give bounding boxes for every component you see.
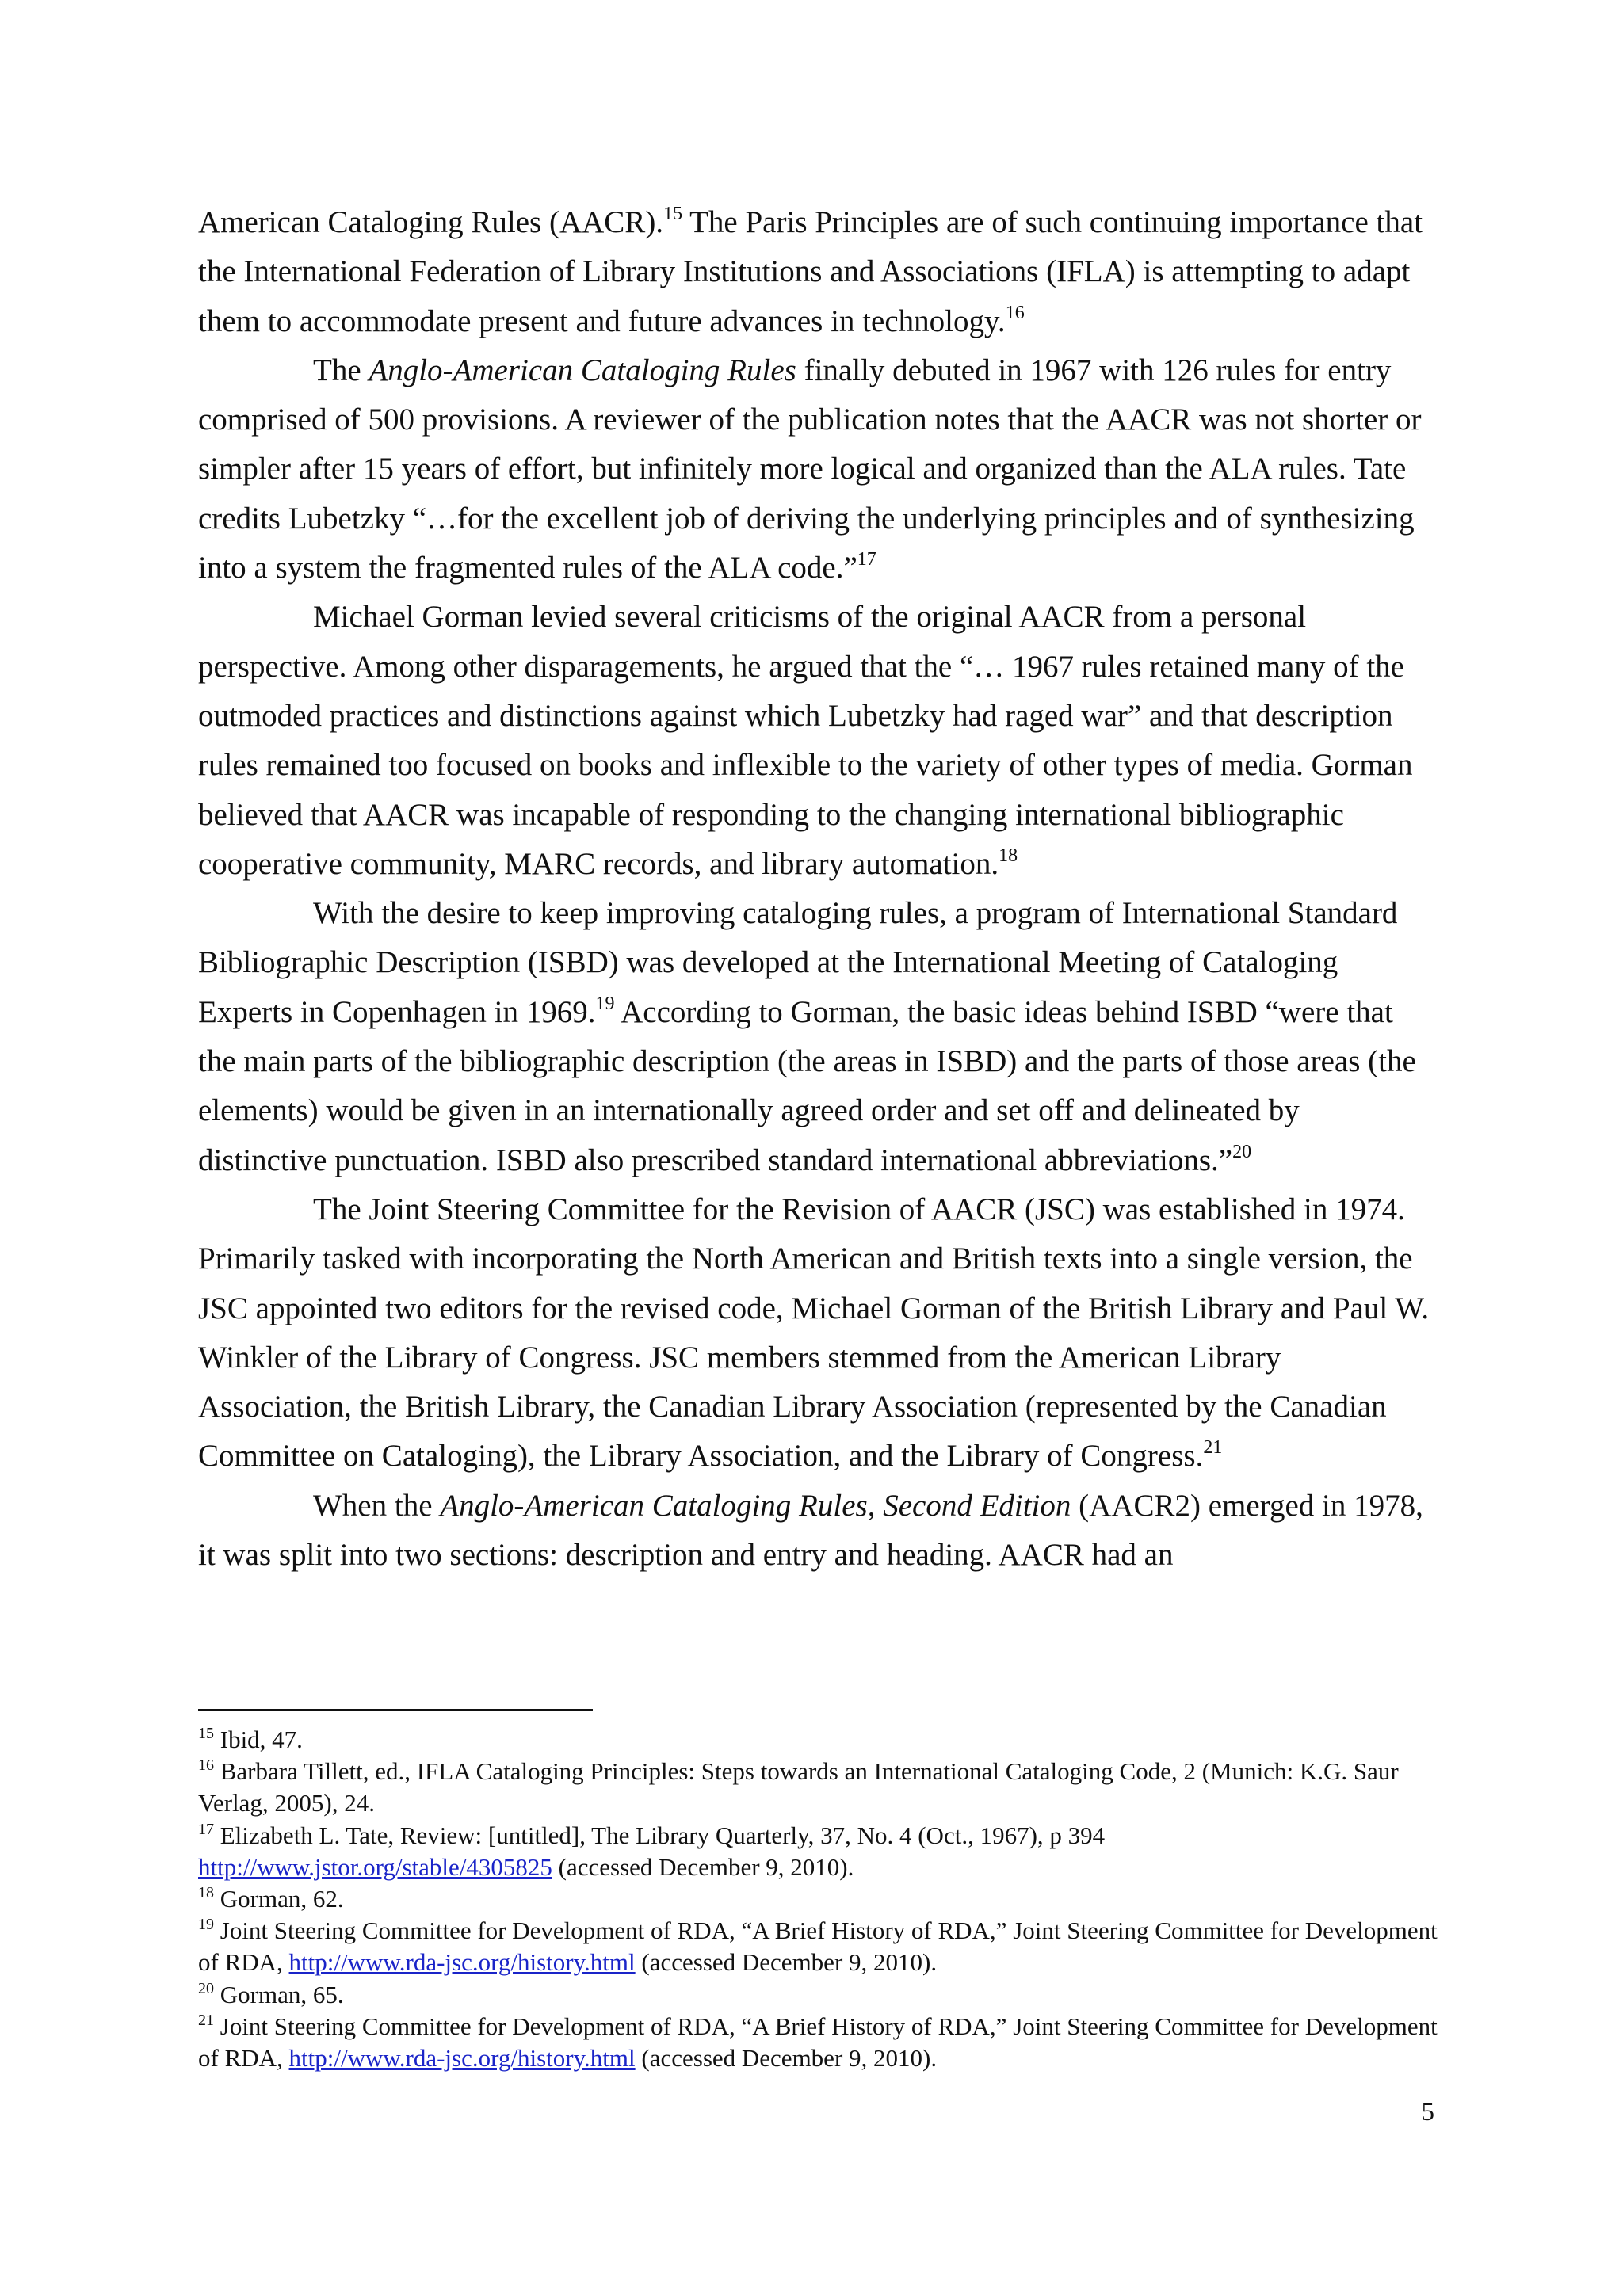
paragraph-text: Michael Gorman levied several criticisms of the original AACR from a personal perspective. Among other disparagements, he argued that the “… 1967 rules retained many of the outmoded practices and distinctions against which Lubetzky had raged war” and that description rules remained too focused on books and inflexible to the variety of other types of media. Gorman believed that AACR was incapable of responding to the changing international bibliographic cooperative community, MARC records, and library automation. xyxy=(198,600,1413,881)
footnote-link[interactable]: http://www.rda-jsc.org/history.html xyxy=(288,2044,636,2073)
footnote xyxy=(198,1979,1442,2011)
footnote-number: 18 xyxy=(198,1884,214,1902)
footnote xyxy=(198,2011,1442,2074)
footnote-reference: 16 xyxy=(1005,302,1025,323)
footnote-text: Barbara Tillett, ed., IFLA Cataloging Principles: Steps towards an International Cataloging Code, 2 (Munich: K.G. Saur Verlag, 2005), 24. xyxy=(198,1757,1399,1817)
footnote-text: Elizabeth L. Tate, Review: [untitled], The Library Quarterly, 37, No. 4 (Oct., 1967), p 394 xyxy=(214,1821,1106,1849)
footnote-reference: 19 xyxy=(595,993,615,1014)
footnote-link[interactable]: http://www.rda-jsc.org/history.html xyxy=(288,1948,636,1977)
paragraph-text: The xyxy=(313,353,369,387)
footnote-number: 17 xyxy=(198,1820,214,1838)
paragraph-text: (AACR2) emerged in 1978, it was split into two sections: description and entry and heading. AACR had an xyxy=(198,1488,1423,1573)
footnote-text: (accessed December 9, 2010). xyxy=(552,1852,854,1881)
body-paragraph xyxy=(198,198,1434,346)
footnote-reference: 17 xyxy=(857,549,876,570)
italic-title: Anglo-American Cataloging Rules xyxy=(369,353,796,387)
paragraph-text: With the desire to keep improving cataloging rules, a program of International Standard Bibliographic Description (ISBD) was developed at the International Meeting of Cataloging Experts in Copenhagen in 1969. xyxy=(198,896,1398,1029)
footnote-reference: 21 xyxy=(1203,1437,1223,1459)
body-paragraph xyxy=(198,1185,1434,1482)
footnotes xyxy=(198,1724,1442,2074)
footnote-number: 21 xyxy=(198,2011,214,2029)
footnote-text: (accessed December 9, 2010). xyxy=(635,2044,938,2073)
footnote xyxy=(198,1915,1442,1978)
footnote-link[interactable]: http://www.jstor.org/stable/4305825 xyxy=(198,1852,552,1881)
body-paragraph xyxy=(198,1482,1434,1581)
footnote-number: 19 xyxy=(198,1916,214,1934)
body-paragraph xyxy=(198,889,1434,1185)
footnote-text: Ibid, 47. xyxy=(214,1726,303,1753)
footnote-separator xyxy=(198,1709,593,1711)
footnote-text: (accessed December 9, 2010). xyxy=(635,1948,938,1977)
footnote-reference: 20 xyxy=(1232,1141,1252,1162)
footnote xyxy=(198,1756,1442,1819)
footnote-reference: 18 xyxy=(999,845,1018,866)
footnote xyxy=(198,1820,1442,1883)
footnote xyxy=(198,1883,1442,1915)
paragraph-text: American Cataloging Rules (AACR). xyxy=(198,205,664,239)
footnote-number: 20 xyxy=(198,1979,214,1997)
footnote-reference: 15 xyxy=(663,204,683,224)
paragraph-text: According to Gorman, the basic ideas behind ISBD “were that the main parts of the bibliographic description (the areas in ISBD) and the parts of those areas (the elements) would be given in an internationally agreed order and set off and delineated by distinctive punctuation. ISBD also prescribed standard international abbreviations.” xyxy=(198,994,1416,1177)
footnote-text: Gorman, 62. xyxy=(214,1885,344,1913)
page-number: 5 xyxy=(1421,2098,1434,2126)
body-text xyxy=(198,198,1434,1580)
footnote-text: Joint Steering Committee for Development of RDA, “A Brief History of RDA,” Joint Steering Committee for Development of RDA, xyxy=(198,2012,1438,2073)
body-paragraph xyxy=(198,346,1434,593)
footnote xyxy=(198,1724,1442,1756)
paragraph-text: The Joint Steering Committee for the Revision of AACR (JSC) was established in 1974. Primarily tasked with incorporating the North American and British texts into a single version, the JSC appointed two editors for the revised code, Michael Gorman of the British Library and Paul W. Winkler of the Library of Congress. JSC members stemmed from the American Library Association, the British Library, the Canadian Library Association (represented by the Canadian Committee on Cataloging), the Library Association, and the Library of Congress. xyxy=(198,1192,1430,1474)
footnote-text: Joint Steering Committee for Development of RDA, “A Brief History of RDA,” Joint Steering Committee for Development of RDA, xyxy=(198,1917,1438,1977)
body-paragraph xyxy=(198,593,1434,889)
footnote-text: Gorman, 65. xyxy=(214,1980,344,2008)
paragraph-text: finally debuted in 1967 with 126 rules for entry comprised of 500 provisions. A reviewer of the publication notes that the AACR was not shorter or simpler after 15 years of effort, but infinitely more logical and organized than the ALA rules. Tate credits Lubetzky “…for the excellent job of deriving the underlying principles and of synthesizing into a system the fragmented rules of the ALA code.” xyxy=(198,353,1422,585)
footnote-number: 16 xyxy=(198,1756,214,1775)
footnote-number: 15 xyxy=(198,1725,214,1742)
italic-title: Anglo-American Cataloging Rules, Second Edition xyxy=(440,1488,1071,1523)
paragraph-text: The Paris Principles are of such continuing importance that the International Federation of Library Institutions and Associations (IFLA) is attempting to adapt them to accommodate present and future advances in technology. xyxy=(198,205,1423,338)
paragraph-text: When the xyxy=(313,1488,441,1523)
